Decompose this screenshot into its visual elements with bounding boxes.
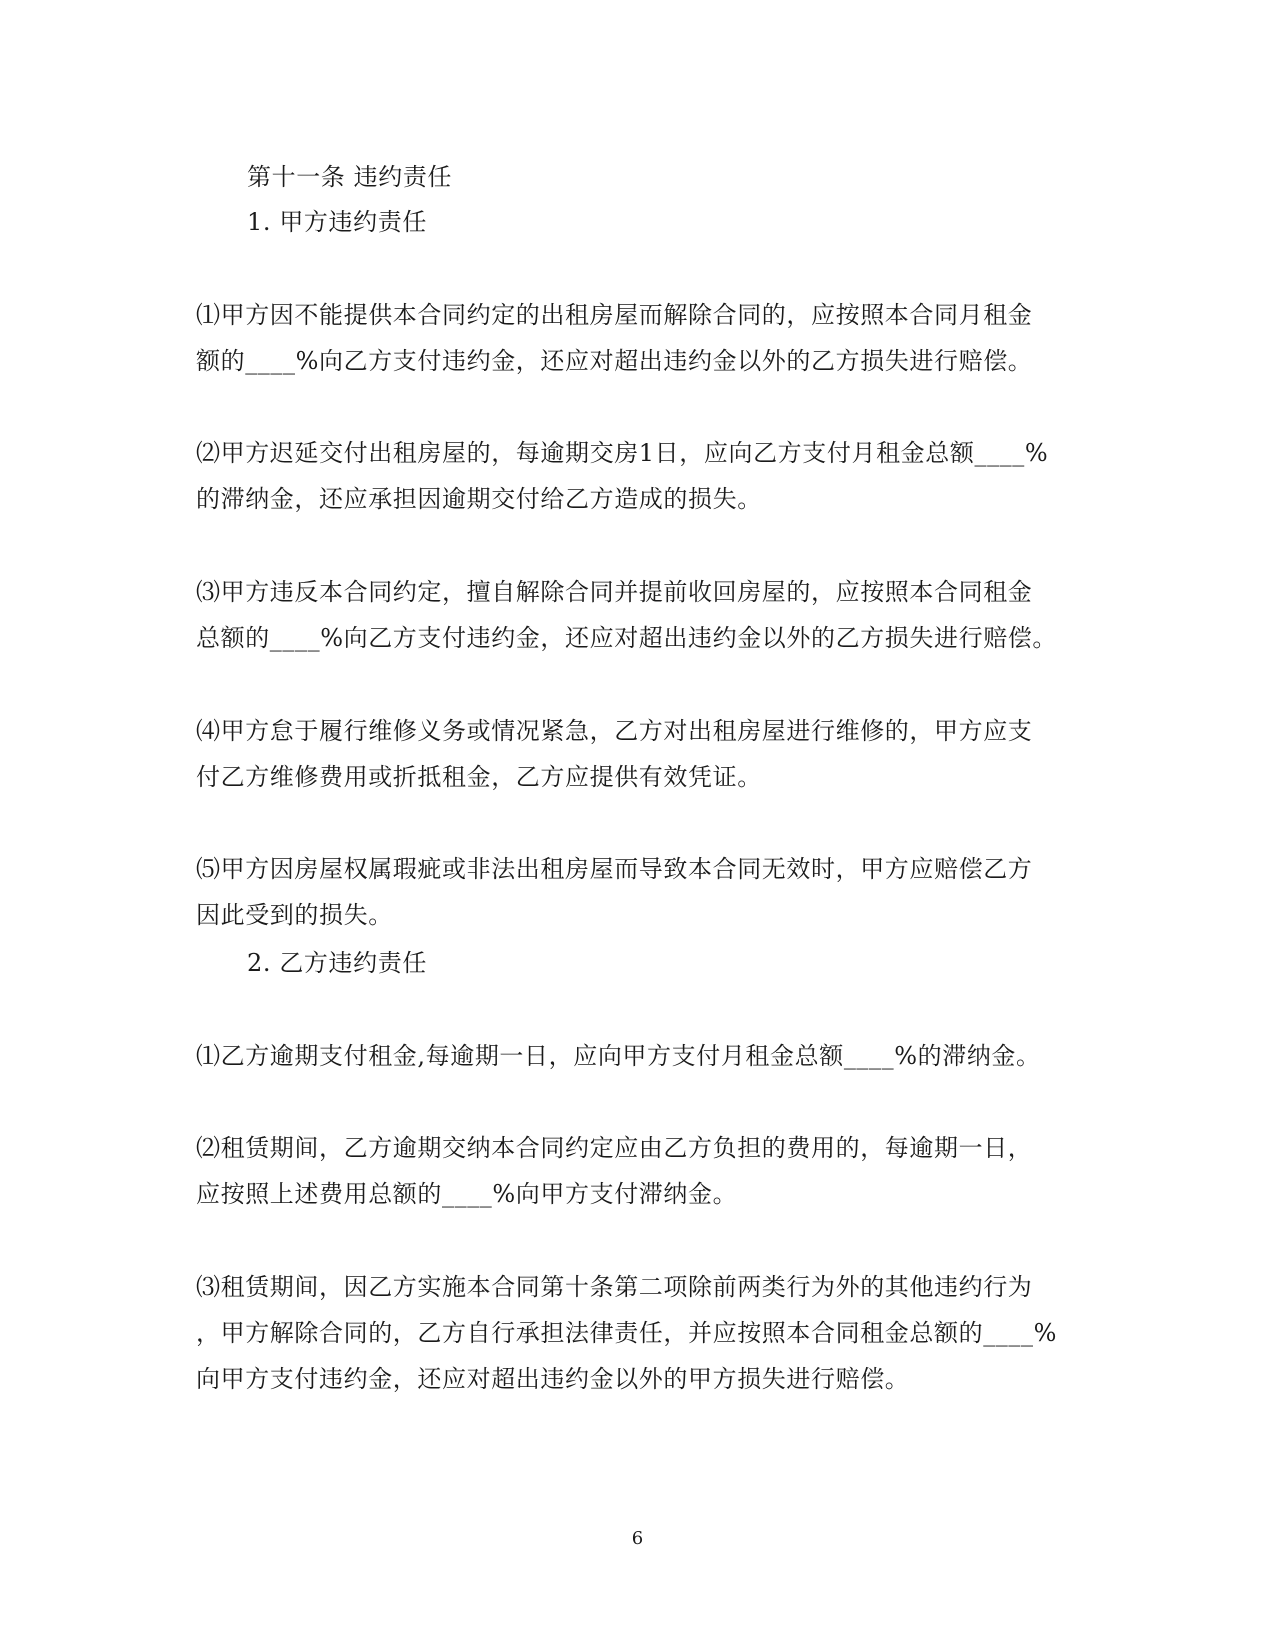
paragraph-line: ，甲方解除合同的，乙方自行承担法律责任，并应按照本合同租金总额的____%	[196, 1319, 1058, 1347]
paragraph-line: ⑴甲方因不能提供本合同约定的出租房屋而解除合同的，应按照本合同月租金	[196, 301, 1033, 329]
paragraph-line: 应按照上述费用总额的____%向甲方支付滞纳金。	[196, 1180, 738, 1208]
paragraph-line: ⑸甲方因房屋权属瑕疵或非法出租房屋而导致本合同无效时，甲方应赔偿乙方	[196, 855, 1033, 883]
paragraph-line: ⑵甲方迟延交付出租房屋的，每逾期交房1日，应向乙方支付月租金总额____%	[196, 439, 1049, 467]
paragraph-line: 因此受到的损失。	[196, 901, 393, 929]
paragraph-line: 付乙方维修费用或折抵租金，乙方应提供有效凭证。	[196, 763, 762, 791]
section-2-title: 2. 乙方违约责任	[247, 949, 427, 977]
paragraph-line: ⑵租赁期间，乙方逾期交纳本合同约定应由乙方负担的费用的，每逾期一日，	[196, 1134, 1033, 1162]
paragraph-line: ⑶甲方违反本合同约定，擅自解除合同并提前收回房屋的，应按照本合同租金	[196, 578, 1033, 606]
paragraph-line: ⑷甲方怠于履行维修义务或情况紧急，乙方对出租房屋进行维修的，甲方应支	[196, 717, 1033, 745]
paragraph-line: ⑶租赁期间，因乙方实施本合同第十条第二项除前两类行为外的其他违约行为	[196, 1273, 1033, 1301]
paragraph-line: 总额的____%向乙方支付违约金，还应对超出违约金以外的乙方损失进行赔偿。	[196, 624, 1058, 652]
section-1-title: 1. 甲方违约责任	[247, 208, 427, 236]
paragraph-line: 额的____%向乙方支付违约金，还应对超出违约金以外的乙方损失进行赔偿。	[196, 347, 1033, 375]
article-title: 第十一条 违约责任	[247, 163, 453, 191]
paragraph-line: 的滞纳金，还应承担因逾期交付给乙方造成的损失。	[196, 485, 762, 513]
page-number: 6	[631, 1528, 644, 1549]
paragraph-line: 向甲方支付违约金，还应对超出违约金以外的甲方损失进行赔偿。	[196, 1365, 910, 1393]
paragraph-line: ⑴乙方逾期支付租金,每逾期一日，应向甲方支付月租金总额____%的滞纳金。	[196, 1042, 1041, 1070]
